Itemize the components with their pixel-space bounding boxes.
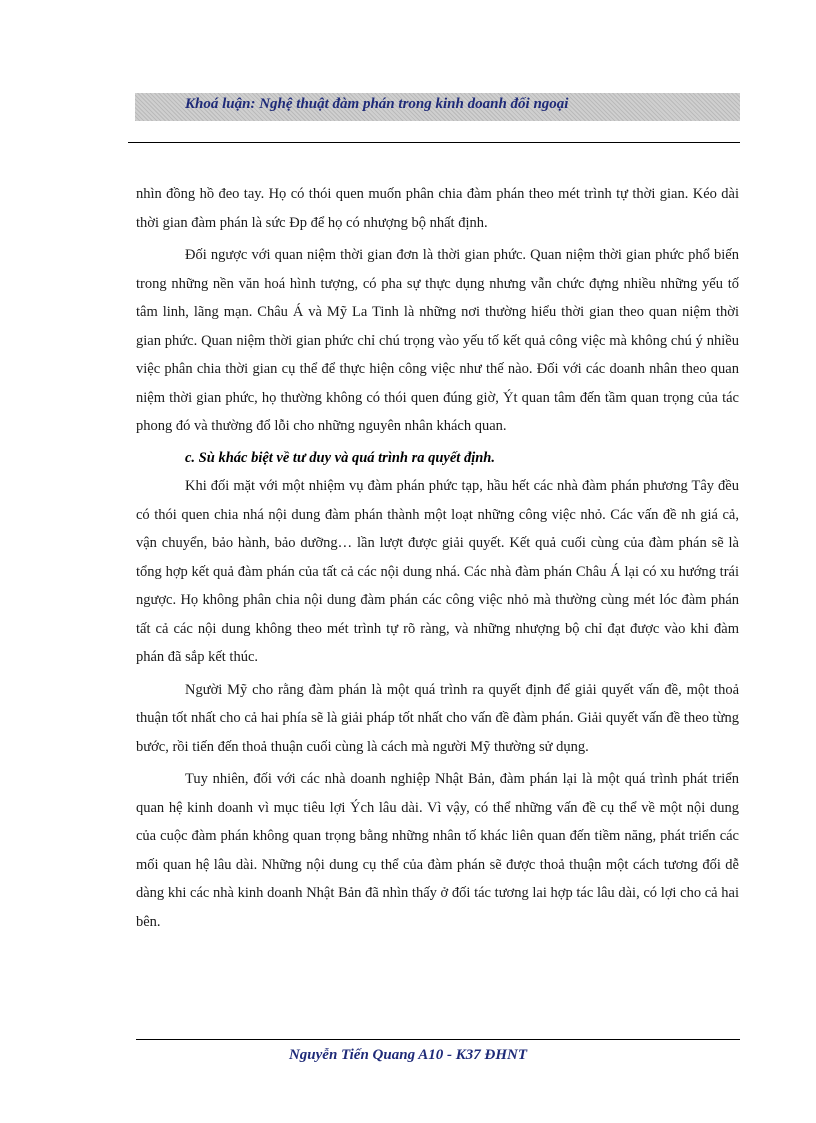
paragraph: Đối ngược với quan niệm thời gian đơn là thời gian phức. Quan niệm thời gian phức phổ biến trong những nền văn hoá hình tượng, có pha sự thực dụng nhưng vẫn chức đựng nhiều những yếu tố tâm linh, lãng mạn. Châu Á và Mỹ La Tinh là những nơi thường hiểu thời gian theo quan niệm thời gian phức. Quan niệm thời gian phức chỉ chú trọng vào yếu tố kết quả công việc mà không chú ý nhiều việc phân chia thời gian cụ thể để thực hiện công việc như thế nào. Đối với các doanh nhân theo quan niệm thời gian phức, họ thường không có thói quen đúng giờ, Ýt quan tâm đến tầm quan trọng của tác phong đó và thường đổ lỗi cho những nguyên nhân khách quan. xyxy=(136,247,739,434)
section-subheading: c. Sù khác biệt về tư duy và quá trình ra quyết định. xyxy=(185,449,495,466)
document-body xyxy=(136,180,739,936)
header-divider xyxy=(128,142,740,143)
page-footer-author: Nguyễn Tiến Quang A10 - K37 ĐHNT xyxy=(288,1047,528,1063)
paragraph: Tuy nhiên, đối với các nhà doanh nghiệp Nhật Bản, đàm phán lại là một quá trình phát triển quan hệ kinh doanh vì mục tiêu lợi Ých lâu dài. Vì vậy, có thể những vấn đề cụ thể về một nội dung của cuộc đàm phán không quan trọng bằng những nhân tố khác liên quan đến tiềm năng, phát triển các mối quan hệ lâu dài. Những nội dung cụ thể của đàm phán sẽ được thoả thuận một cách tương đối dễ dàng khi các nhà kinh doanh Nhật Bản đã nhìn thấy ở đối tác tương lai hợp tác lâu dài, có lợi cho cả hai bên. xyxy=(136,771,739,930)
paragraph: Người Mỹ cho rằng đàm phán là một quá trình ra quyết định để giải quyết vấn đề, một thoả thuận tốt nhất cho cả hai phía sẽ là giải pháp tốt nhất cho vấn đề đàm phán. Giải quyết vấn đề theo từng bước, rồi tiến đến thoả thuận cuối cùng là cách mà người Mỹ thường sử dụng. xyxy=(136,681,739,755)
page-header-title: Khoá luận: Nghệ thuật đàm phán trong kinh doanh đối ngoại xyxy=(185,96,569,112)
paragraph: nhìn đồng hồ đeo tay. Họ có thói quen muốn phân chia đàm phán theo mét trình tự thời gian. Kéo dài thời gian đàm phán là sức Đp để họ có nhượng bộ nhất định. xyxy=(136,186,739,231)
footer-divider xyxy=(136,1039,740,1040)
paragraph: Khi đối mặt với một nhiệm vụ đàm phán phức tạp, hầu hết các nhà đàm phán phương Tây đều có thói quen chia nhá nội dung đàm phán thành một loạt những công việc nhỏ. Các vấn đề nh giá cả, vận chuyển, bảo hành, bảo dưỡng… lần lượt được giải quyết. Kết quả cuối cùng của đàm phán sẽ là tổng hợp kết quả đàm phán của tất cả các nội dung nhá. Các nhà đàm phán Châu Á lại có xu hướng trái ngược. Họ không phân chia nội dung đàm phán các công việc nhỏ mà thường cùng mét lóc đàm phán tất cả các nội dung không theo mét trình tự rõ ràng, và những nhượng bộ chỉ đạt được vào khi đàm phán đã sắp kết thúc. xyxy=(136,478,739,665)
